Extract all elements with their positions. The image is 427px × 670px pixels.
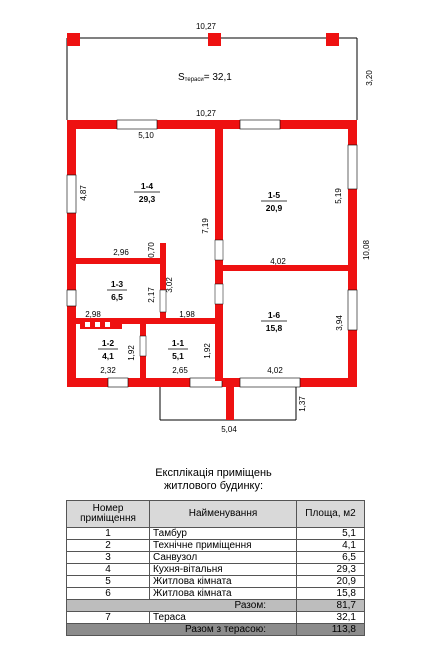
cell-area: 29,3 <box>297 564 365 576</box>
cell-number: 6 <box>67 588 150 600</box>
window <box>108 378 128 387</box>
dim-room11-width: 2,65 <box>172 366 188 375</box>
dim-house-depth: 10,08 <box>362 239 371 261</box>
window <box>348 145 357 189</box>
dim-top-width: 10,27 <box>195 22 217 31</box>
window <box>240 378 300 387</box>
cell-area: 20,9 <box>297 576 365 588</box>
terrace-post <box>208 33 221 46</box>
dim-room16-depth: 3,94 <box>335 315 344 331</box>
total-label: Разом з терасою: <box>67 624 297 636</box>
dim-terrace-depth: 3,20 <box>365 70 374 86</box>
cell-area: 4,1 <box>297 540 365 552</box>
cell-number: 7 <box>67 612 150 624</box>
room-1-6-label <box>261 310 287 333</box>
cell-number: 1 <box>67 528 150 540</box>
cell-name: Кухня-вітальня <box>150 564 297 576</box>
room-area: 4,1 <box>102 351 114 361</box>
dim-porch-depth: 1,37 <box>298 396 307 412</box>
cell-area: 6,5 <box>297 552 365 564</box>
cell-name: Технічне приміщення <box>150 540 297 552</box>
cell-name: Житлова кімната <box>150 588 297 600</box>
window <box>67 290 76 306</box>
total-area: 113,8 <box>297 624 365 636</box>
dim-room13-sub: 2,17 <box>147 287 156 303</box>
table-row-terrace <box>67 612 365 624</box>
caption-line-2: житлового будинку: <box>163 480 264 492</box>
dim-room16-width: 4,02 <box>267 366 283 375</box>
subtotal-label: Разом: <box>67 600 297 612</box>
room-id: 1-6 <box>267 310 281 320</box>
terrace-area-label: Sтераси= 32,1 <box>178 72 232 83</box>
terrace <box>67 22 374 120</box>
table-row <box>67 540 365 552</box>
col-header-area: Площа, м2 <box>297 501 365 528</box>
cell-name: Санвузол <box>150 552 297 564</box>
dim-house-width-top: 10,27 <box>195 109 217 118</box>
room-1-4-label <box>134 181 160 204</box>
dim-room11-width-top: 1,98 <box>179 310 195 319</box>
dimensions <box>79 109 371 375</box>
terrace-post <box>67 33 80 46</box>
dim-room15-width: 4,02 <box>270 257 286 266</box>
cell-area: 32,1 <box>297 612 365 624</box>
dim-room12-width: 2,32 <box>100 366 116 375</box>
room-id: 1-4 <box>140 181 154 191</box>
room-area: 29,3 <box>138 194 156 204</box>
room-1-2-label <box>98 338 118 361</box>
terrace-post <box>326 33 339 46</box>
cell-name: Тераса <box>150 612 297 624</box>
explication-caption <box>0 467 427 493</box>
table-row <box>67 576 365 588</box>
caption-line-1: Експлікація приміщень <box>155 467 272 479</box>
dim-room13-inner: 0,70 <box>147 242 156 258</box>
table-row <box>67 564 365 576</box>
dim-room15-depth: 5,19 <box>334 188 343 204</box>
dim-room11-depth: 1,92 <box>203 343 212 359</box>
total-row <box>67 624 365 636</box>
dim-room13-width: 2,96 <box>113 248 129 257</box>
window <box>240 120 280 129</box>
room-area: 20,9 <box>265 203 283 213</box>
room-1-1-label <box>168 338 188 361</box>
dim-room12-width-top: 2,98 <box>85 310 101 319</box>
room-area: 6,5 <box>111 292 123 302</box>
cell-name: Тамбур <box>150 528 297 540</box>
technical-equipment <box>80 320 122 329</box>
table-row <box>67 528 365 540</box>
porch <box>160 384 307 434</box>
cell-number: 4 <box>67 564 150 576</box>
col-header-name: Найменування <box>150 501 297 528</box>
room-id: 1-2 <box>101 338 115 348</box>
window <box>67 175 76 213</box>
dim-room14-depth: 4,87 <box>79 185 88 201</box>
room-1-3-label <box>107 279 127 302</box>
room-id: 1-1 <box>171 338 185 348</box>
room-area: 5,1 <box>172 351 184 361</box>
dim-porch-width: 5,04 <box>221 425 237 434</box>
room-id: 1-3 <box>110 279 124 289</box>
cell-number: 3 <box>67 552 150 564</box>
cell-number: 5 <box>67 576 150 588</box>
col-header-number: Номер приміщення <box>67 501 150 528</box>
window <box>117 120 157 129</box>
dim-room12-depth: 1,92 <box>127 345 136 361</box>
cell-area: 5,1 <box>297 528 365 540</box>
room-area: 15,8 <box>265 323 283 333</box>
wall-room14-room13 <box>76 258 166 264</box>
room-id: 1-5 <box>267 190 281 200</box>
table-row <box>67 552 365 564</box>
subtotal-area: 81,7 <box>297 600 365 612</box>
window <box>348 290 357 330</box>
room-1-5-label <box>261 190 287 213</box>
subtotal-row <box>67 600 365 612</box>
dim-wall-719: 7,19 <box>201 218 210 234</box>
cell-number: 2 <box>67 540 150 552</box>
table-row <box>67 588 365 600</box>
table-header-row <box>67 501 365 528</box>
cell-area: 15,8 <box>297 588 365 600</box>
dim-room13-depth: 3,02 <box>165 277 174 293</box>
dim-room14-width: 5,10 <box>138 131 154 140</box>
explication-table <box>66 500 365 636</box>
cell-name: Житлова кімната <box>150 576 297 588</box>
